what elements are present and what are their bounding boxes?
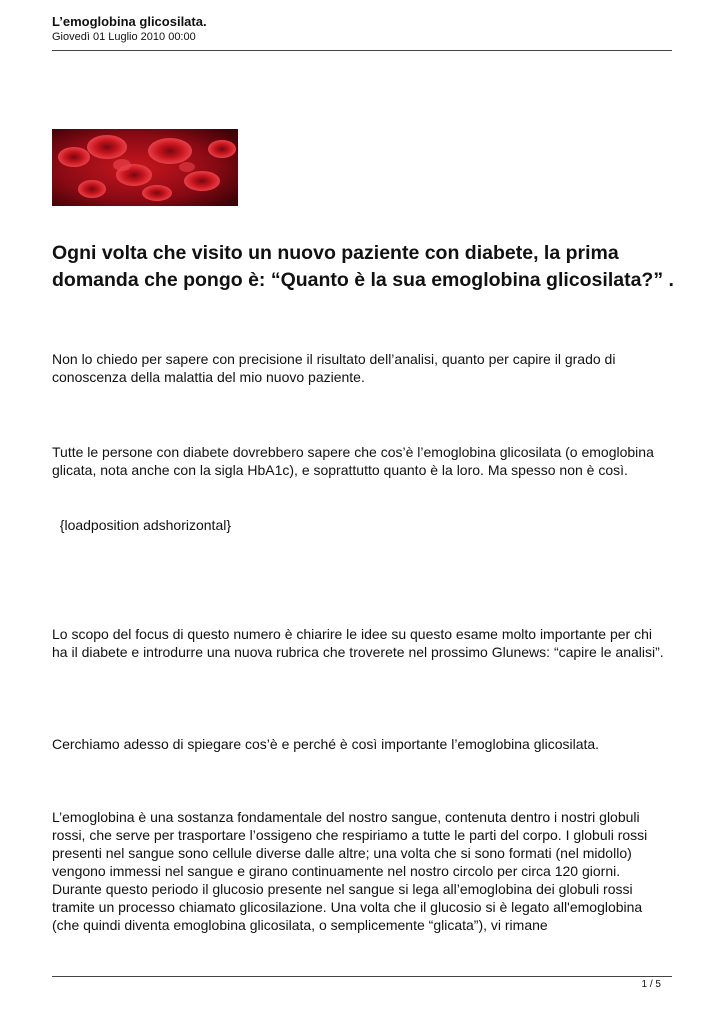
paragraph-2: Tutte le persone con diabete dovrebbero sapere che cos’è l’emoglobina glicosilata (o emoglobina glicata, nota anche con la sigla HbA1c), e soprattutto quanto è la loro. Ma spesso non è così. [52, 444, 654, 478]
footer-divider [52, 976, 672, 977]
page-number: 1 / 5 [641, 979, 661, 990]
header-divider [52, 50, 672, 51]
page-header [52, 14, 672, 44]
ad-placeholder-text: {loadposition adshorizontal} [52, 517, 232, 533]
document-title: L’emoglobina glicosilata. [52, 14, 207, 29]
paragraph-3: Lo scopo del focus di questo numero è chiarire le idee su questo esame molto importante per chi ha il diabete e introdurre una nuova rubrica che troverete nel prossimo Glunews: “capire le analisi”. [52, 626, 664, 660]
article-headline: Ogni volta che visito un nuovo paziente con diabete, la prima domanda che pongo è: “Quanto è la sua emoglobina glicosilata?” . [52, 242, 674, 291]
paragraph-4: Cerchiamo adesso di spiegare cos’è e perché è così importante l’emoglobina glicosilata. [52, 736, 600, 752]
document-date: Giovedì 01 Luglio 2010 00:00 [52, 31, 196, 43]
red-blood-cells-image [52, 129, 238, 206]
paragraph-5: L’emoglobina è una sostanza fondamentale del nostro sangue, contenuta dentro i nostri globuli rossi, che serve per trasportare l’ossigeno che respiriamo a tutte le parti del corpo. I globuli rossi presenti nel sangue sono cellule diverse dalle altre; una volta che si sono formati (nel midollo) vengono immessi nel sangue e girano continuamente nel nostro circolo per circa 120 giorni. Durante questo periodo il glucosio presente nel sangue si lega all’emoglobina dei globuli rossi tramite un processo chiamato glicosilazione. Una volta che il glucosio si è legato all'emoglobina (che quindi diventa emoglobina glicosilata, o semplicemente “glicata”), vi rimane [52, 809, 648, 933]
paragraph-1: Non lo chiedo per sapere con precisione il risultato dell’analisi, quanto per capire il grado di conoscenza della malattia del mio nuovo paziente. [52, 351, 616, 385]
